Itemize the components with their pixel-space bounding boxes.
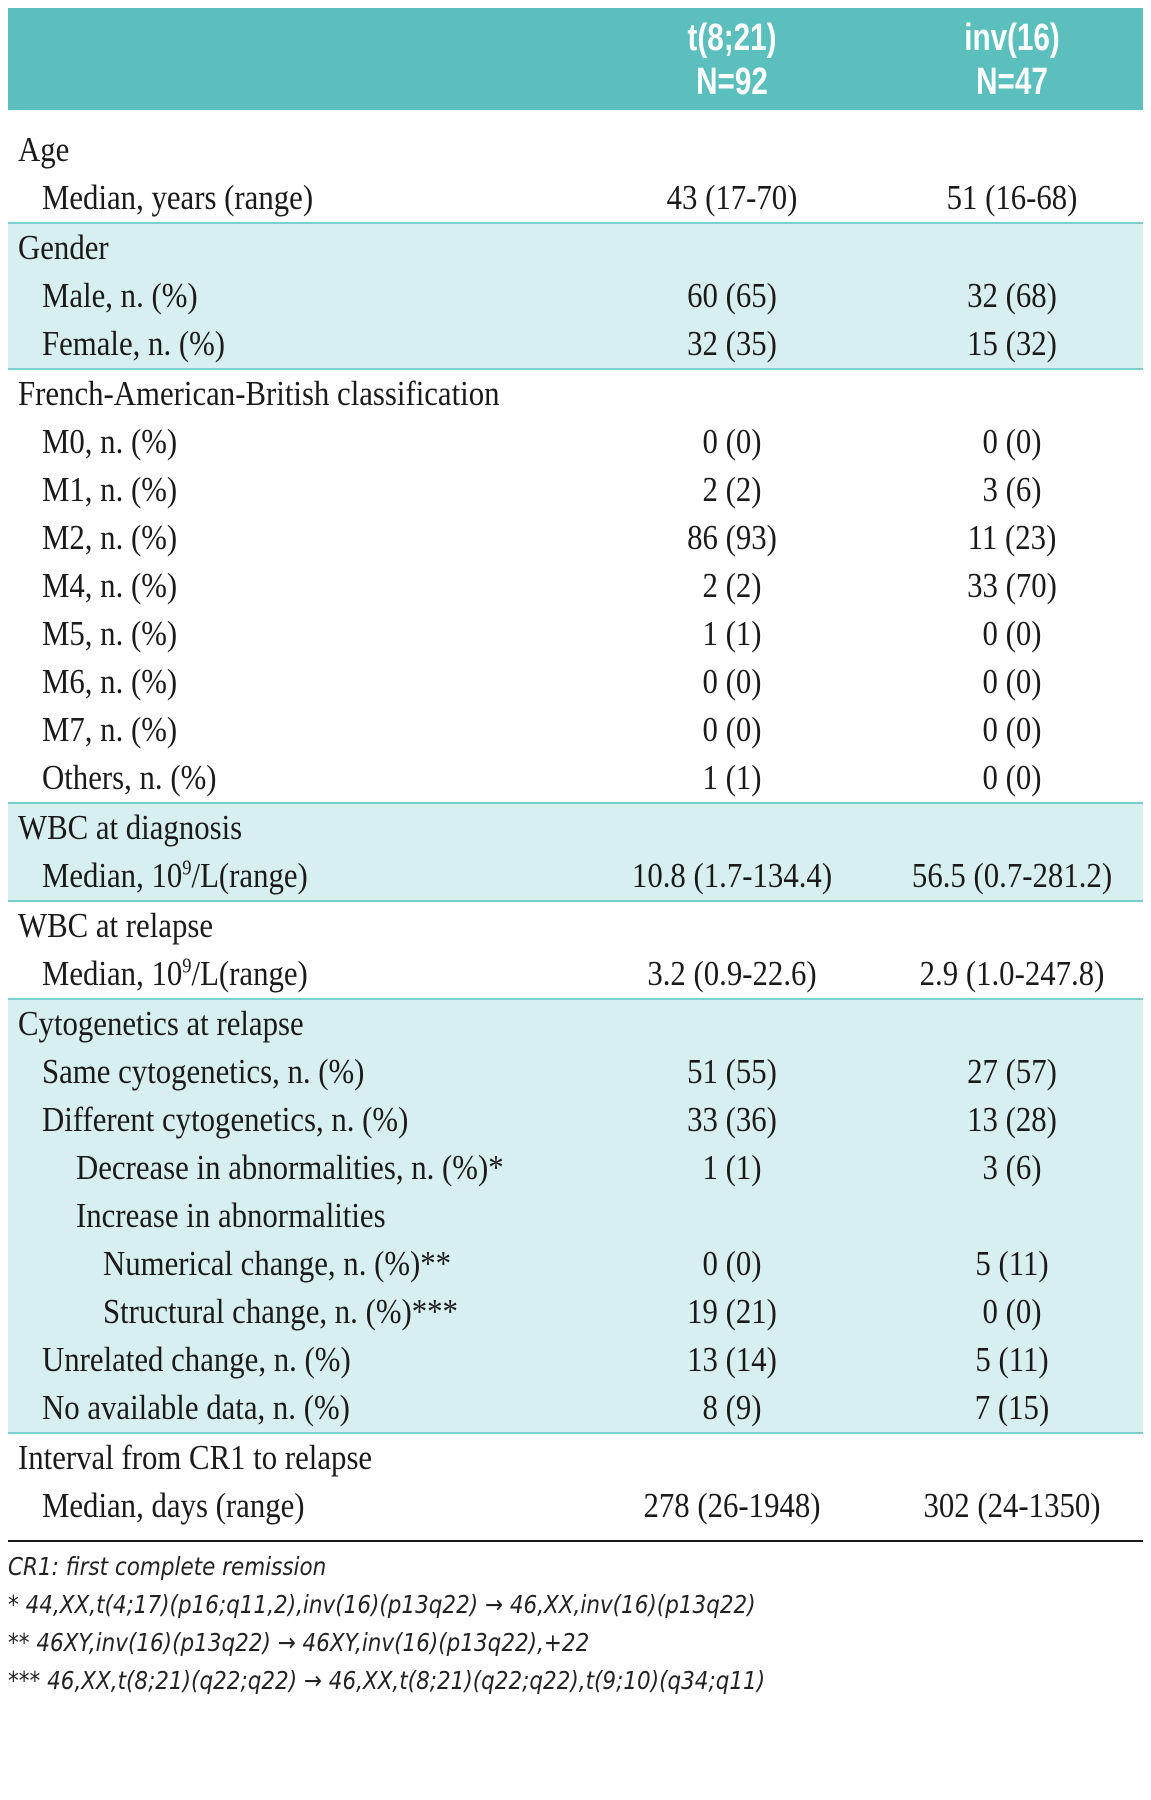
column-header-t821-n: N=92 — [696, 61, 768, 103]
row-label-suffix: /L(range) — [191, 954, 308, 993]
row-label: Others, n. (%) — [42, 758, 217, 797]
cell-t821: 51 (55) — [687, 1052, 777, 1091]
cell-inv16: 3 (6) — [982, 1148, 1042, 1187]
cell-inv16: 7 (15) — [974, 1388, 1050, 1427]
row-label: Increase in abnormalities — [76, 1196, 386, 1235]
cell-t821: 2 (2) — [702, 470, 762, 509]
table-row — [8, 950, 1143, 998]
row-label: M5, n. (%) — [42, 614, 178, 653]
footnote-cr1: CR1: first complete remission — [8, 1552, 327, 1581]
table-row — [8, 1384, 1143, 1432]
cell-inv16: 2.9 (1.0-247.8) — [919, 954, 1105, 993]
cell-inv16: 56.5 (0.7-281.2) — [911, 856, 1113, 895]
table-row — [8, 852, 1143, 900]
table-row — [8, 320, 1143, 368]
cell-t821: 0 (0) — [702, 1244, 762, 1283]
cell-t821: 1 (1) — [702, 1148, 762, 1187]
cell-t821: 3.2 (0.9-22.6) — [647, 954, 817, 993]
table-row — [8, 1048, 1143, 1096]
row-label-suffix: /L(range) — [191, 856, 308, 895]
section-title-row — [8, 370, 1143, 418]
row-label — [42, 852, 308, 900]
table-row — [8, 754, 1143, 802]
row-label: M0, n. (%) — [42, 422, 178, 461]
row-label-prefix: Median, 10 — [42, 856, 183, 895]
table-row — [8, 1192, 1143, 1240]
column-header-inv16 — [911, 16, 1114, 104]
row-label: M2, n. (%) — [42, 518, 178, 557]
section-title: Gender — [18, 228, 109, 267]
cell-inv16: 0 (0) — [982, 422, 1042, 461]
row-label-exponent: 9 — [182, 953, 192, 978]
section-wbc-diagnosis — [8, 804, 1143, 902]
cell-inv16: 3 (6) — [982, 470, 1042, 509]
column-header-inv16-name: inv(16) — [964, 17, 1060, 59]
footnotes — [8, 1542, 1143, 1700]
footnote-single-asterisk: * 44,XX,t(4;17)(p16;q11,2),inv(16)(p13q22) → 46,XX,inv(16)(p13q22) — [8, 1590, 756, 1619]
row-label: Structural change, n. (%)*** — [103, 1292, 458, 1331]
characteristics-table — [8, 8, 1143, 1700]
section-interval-cr1-relapse — [8, 1434, 1143, 1530]
footnote-triple-asterisk: *** 46,XX,t(8;21)(q22;q22) → 46,XX,t(8;21)(q22;q22),t(9;10)(q34;q11) — [8, 1666, 766, 1695]
cell-t821: 0 (0) — [702, 710, 762, 749]
cell-t821: 60 (65) — [687, 276, 777, 315]
row-label: Median, years (range) — [42, 178, 314, 217]
section-title: Age — [18, 130, 70, 169]
table-row — [8, 174, 1143, 222]
cell-inv16: 13 (28) — [967, 1100, 1057, 1139]
row-label: M1, n. (%) — [42, 470, 178, 509]
section-cytogenetics-relapse — [8, 1000, 1143, 1434]
section-title-row — [8, 1434, 1143, 1482]
section-title: WBC at relapse — [18, 906, 214, 945]
section-title: Cytogenetics at relapse — [18, 1004, 304, 1043]
section-title-row — [8, 902, 1143, 950]
section-title: French-American-British classification — [18, 374, 500, 413]
section-age — [8, 110, 1143, 224]
cell-inv16: 5 (11) — [975, 1244, 1049, 1283]
footnote-double-asterisk: ** 46XY,inv(16)(p13q22) → 46XY,inv(16)(p13q22),+22 — [8, 1628, 590, 1657]
cell-inv16: 27 (57) — [967, 1052, 1057, 1091]
row-label: Same cytogenetics, n. (%) — [42, 1052, 365, 1091]
row-label: M6, n. (%) — [42, 662, 178, 701]
cell-inv16: 32 (68) — [967, 276, 1057, 315]
cell-t821: 278 (26-1948) — [643, 1486, 821, 1525]
column-header-t821-name: t(8;21) — [687, 17, 777, 59]
cell-t821: 2 (2) — [702, 566, 762, 605]
cell-inv16: 302 (24-1350) — [923, 1486, 1101, 1525]
cell-inv16: 51 (16-68) — [946, 178, 1078, 217]
column-header-t821 — [631, 16, 834, 104]
table-row — [8, 272, 1143, 320]
table-row — [8, 418, 1143, 466]
cell-inv16: 11 (23) — [967, 518, 1057, 557]
section-gender — [8, 224, 1143, 370]
cell-inv16: 15 (32) — [967, 324, 1057, 363]
column-header-inv16-n: N=47 — [976, 61, 1048, 103]
table-row — [8, 1096, 1143, 1144]
row-label: M7, n. (%) — [42, 710, 178, 749]
row-label: Unrelated change, n. (%) — [42, 1340, 351, 1379]
row-label: No available data, n. (%) — [42, 1388, 350, 1427]
table-row — [8, 1336, 1143, 1384]
table-row — [8, 610, 1143, 658]
cell-inv16: 0 (0) — [982, 1292, 1042, 1331]
cell-t821: 0 (0) — [702, 662, 762, 701]
section-fab-classification — [8, 370, 1143, 804]
section-title: Interval from CR1 to relapse — [18, 1438, 373, 1477]
cell-inv16: 33 (70) — [967, 566, 1057, 605]
section-title-row — [8, 1000, 1143, 1048]
cell-t821: 13 (14) — [687, 1340, 777, 1379]
row-label: Numerical change, n. (%)** — [103, 1244, 452, 1283]
table-row — [8, 466, 1143, 514]
cell-t821: 19 (21) — [687, 1292, 777, 1331]
cell-inv16: 0 (0) — [982, 758, 1042, 797]
table-row — [8, 1144, 1143, 1192]
table-row — [8, 706, 1143, 754]
cell-t821: 0 (0) — [702, 422, 762, 461]
cell-t821: 43 (17-70) — [666, 178, 798, 217]
cell-t821: 10.8 (1.7-134.4) — [631, 856, 833, 895]
cell-t821: 32 (35) — [687, 324, 777, 363]
section-wbc-relapse — [8, 902, 1143, 1000]
cell-t821: 1 (1) — [702, 614, 762, 653]
cell-inv16: 0 (0) — [982, 710, 1042, 749]
section-title-row — [8, 804, 1143, 852]
table-row — [8, 1482, 1143, 1530]
cell-t821: 33 (36) — [687, 1100, 777, 1139]
row-label: Median, days (range) — [42, 1486, 305, 1525]
row-label: Different cytogenetics, n. (%) — [42, 1100, 409, 1139]
cell-t821: 1 (1) — [702, 758, 762, 797]
table-row — [8, 1288, 1143, 1336]
table-header — [8, 8, 1143, 110]
cell-t821: 86 (93) — [687, 518, 777, 557]
table-row — [8, 1240, 1143, 1288]
row-label-exponent: 9 — [182, 855, 192, 880]
section-title: WBC at diagnosis — [18, 808, 243, 847]
cell-t821: 8 (9) — [702, 1388, 762, 1427]
section-title-row — [8, 224, 1143, 272]
cell-inv16: 5 (11) — [975, 1340, 1049, 1379]
row-label: Female, n. (%) — [42, 324, 226, 363]
row-label-prefix: Median, 10 — [42, 954, 183, 993]
cell-inv16: 0 (0) — [982, 614, 1042, 653]
table-row — [8, 514, 1143, 562]
table-row — [8, 658, 1143, 706]
row-label: Male, n. (%) — [42, 276, 198, 315]
section-title-row — [8, 126, 1143, 174]
row-label: Decrease in abnormalities, n. (%)* — [76, 1148, 504, 1187]
row-label — [42, 950, 308, 998]
row-label: M4, n. (%) — [42, 566, 178, 605]
cell-inv16: 0 (0) — [982, 662, 1042, 701]
table-row — [8, 562, 1143, 610]
